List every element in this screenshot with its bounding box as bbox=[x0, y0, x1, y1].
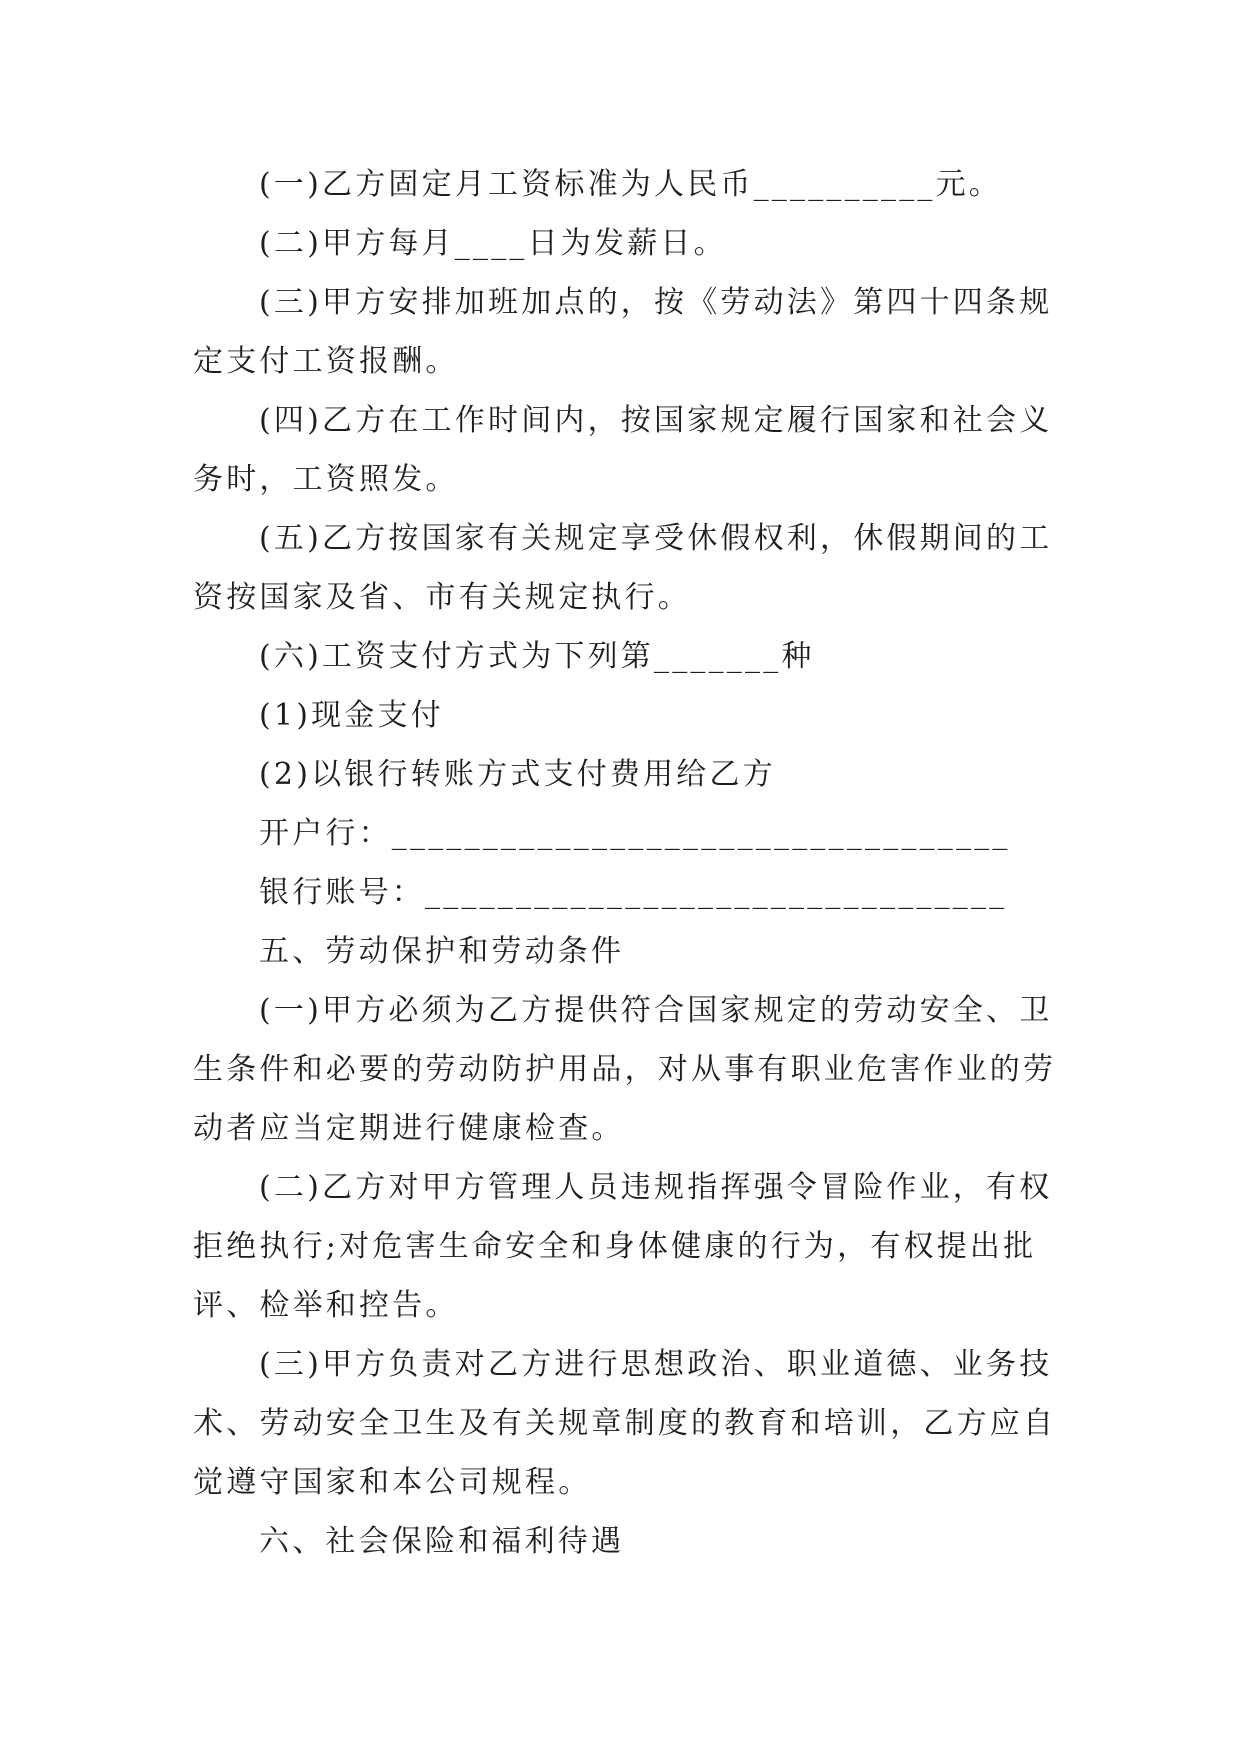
text-line: (三)甲方负责对乙方进行思想政治、职业道德、业务技 bbox=[259, 1347, 1053, 1382]
text-line: (一)甲方必须为乙方提供符合国家规定的劳动安全、卫 bbox=[259, 993, 1053, 1028]
text-line: (2)以银行转账方式支付费用给乙方 bbox=[259, 757, 776, 792]
text-line: (四)乙方在工作时间内，按国家规定履行国家和社会义 bbox=[259, 403, 1053, 438]
text-line: 评、检举和控告。 bbox=[193, 1288, 459, 1323]
text-line: 术、劳动安全卫生及有关规章制度的教育和培训，乙方应自 bbox=[193, 1406, 1057, 1441]
text-line: 务时，工资照发。 bbox=[193, 462, 459, 497]
text-line: 定支付工资报酬。 bbox=[193, 344, 459, 379]
text-line: (二)乙方对甲方管理人员违规指挥强令冒险作业，有权 bbox=[259, 1170, 1053, 1205]
bank-account-field: 银行账号：________________________________ bbox=[259, 875, 1008, 910]
section-heading: 六、社会保险和福利待遇 bbox=[259, 1524, 625, 1559]
text-line: 拒绝执行;对危害生命安全和身体健康的行为，有权提出批 bbox=[193, 1229, 1037, 1264]
text-line: (一)乙方固定月工资标准为人民币__________元。 bbox=[259, 167, 1003, 202]
text-line: 觉遵守国家和本公司规程。 bbox=[193, 1465, 592, 1500]
text-line: (五)乙方按国家有关规定享受休假权利，休假期间的工 bbox=[259, 521, 1053, 556]
text-line: 生条件和必要的劳动防护用品，对从事有职业危害作业的劳 bbox=[193, 1052, 1057, 1087]
bank-name-field: 开户行：__________________________________ bbox=[259, 816, 1011, 851]
text-line: (三)甲方安排加班加点的，按《劳动法》第四十四条规 bbox=[259, 285, 1053, 320]
text-line: (1)现金支付 bbox=[259, 698, 444, 733]
section-heading: 五、劳动保护和劳动条件 bbox=[259, 934, 625, 969]
text-line: 资按国家及省、市有关规定执行。 bbox=[193, 580, 691, 615]
text-line: (二)甲方每月____日为发薪日。 bbox=[259, 226, 727, 261]
document-page bbox=[193, 155, 1057, 1571]
text-line: (六)工资支付方式为下列第_______种 bbox=[259, 639, 815, 674]
text-line: 动者应当定期进行健康检查。 bbox=[193, 1111, 625, 1146]
